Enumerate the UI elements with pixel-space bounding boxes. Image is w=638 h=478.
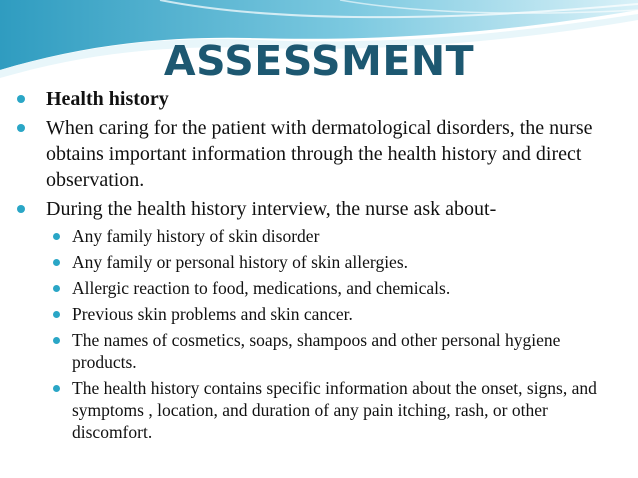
sub-bullet-item [14,329,629,373]
bullet-icon [53,285,60,292]
sub-bullet-item [14,225,629,247]
bullet-icon [17,124,25,132]
sub-bullet-text: The health history contains specific information about the onset, signs, and symptoms , location, and duration of any pain itching, rash, or other discomfort. [72,378,597,442]
bullet-icon [53,311,60,318]
bullet-text: When caring for the patient with dermatological disorders, the nurse obtains important information through the health history and direct observation. [46,117,593,191]
sub-bullet-item [14,303,629,325]
bullet-icon [17,95,25,103]
bullet-icon [53,259,60,266]
slide-body [14,86,629,447]
slide-title: ASSESSMENT [163,37,475,85]
bullet-item [14,86,629,112]
bullet-text: During the health history interview, the nurse ask about- [46,198,497,220]
bullet-text: Health history [46,88,169,110]
bullet-icon [17,205,25,213]
sub-bullet-item [14,277,629,299]
sub-bullet-text: Allergic reaction to food, medications, and chemicals. [72,278,451,298]
sub-bullet-text: Previous skin problems and skin cancer. [72,304,353,324]
sub-bullet-item [14,251,629,273]
sub-bullet-text: Any family or personal history of skin allergies. [72,252,409,272]
sub-bullet-item [14,377,629,443]
sub-bullet-text: Any family history of skin disorder [72,226,320,246]
bullet-icon [53,337,60,344]
bullet-icon [53,385,60,392]
sub-bullet-text: The names of cosmetics, soaps, shampoos and other personal hygiene products. [72,330,561,372]
bullet-icon [53,233,60,240]
bullet-item [14,115,629,193]
bullet-item [14,196,629,222]
